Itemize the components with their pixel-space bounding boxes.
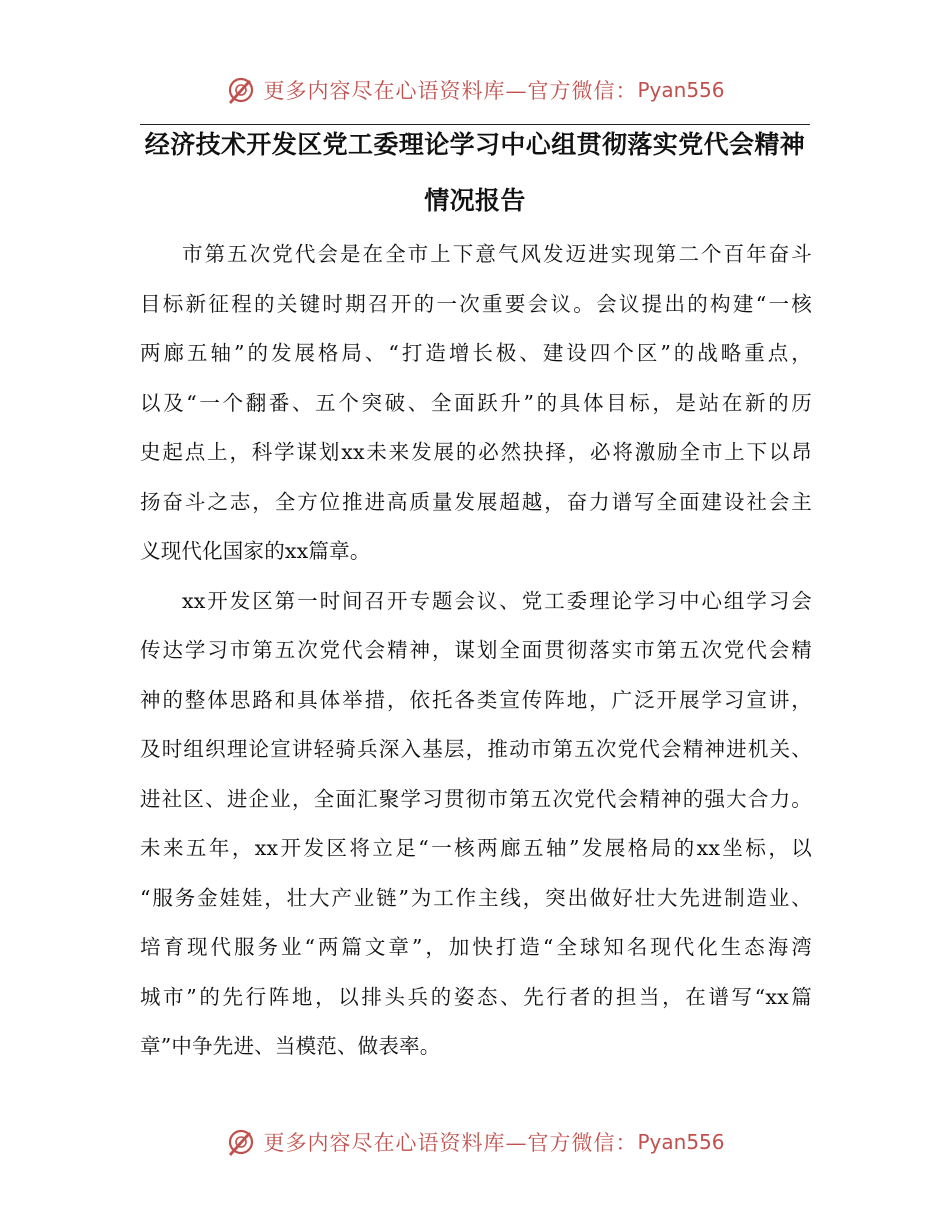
text-line: “服务金娃娃，壮大产业链”为工作主线，突出做好壮大先进制造业、 <box>140 885 812 910</box>
paragraph-2 <box>140 583 812 1078</box>
text-line: 及时组织理论宣讲轻骑兵深入基层，推动市第五次党代会精神进机关、 <box>140 737 812 761</box>
banner-wechat-id: Pyan556 <box>637 1130 725 1154</box>
text-line: 进社区、进企业，全面汇聚学习贯彻市第五次党代会精神的强大合力。 <box>140 786 812 811</box>
paragraph-1 <box>140 236 812 583</box>
header-rule <box>140 124 810 125</box>
text-line: 市第五次党代会是在全市上下意气风发迈进实现第二个百年奋斗 <box>182 242 812 266</box>
pen-logo-icon <box>225 1126 257 1158</box>
document-body <box>140 236 812 1078</box>
text-line: 神的整体思路和具体举措，依托各类宣传阵地，广泛开展学习宣讲， <box>140 687 812 712</box>
banner-text: 更多内容尽在心语资料库—官方微信： <box>263 1131 638 1155</box>
text-line: 目标新征程的关键时期召开的一次重要会议。会议提出的构建“一核 <box>140 291 812 316</box>
text-line: 两廊五轴”的发展格局、“打造增长极、建设四个区”的战略重点， <box>140 341 812 365</box>
document-title-line-2: 情况报告 <box>424 186 526 215</box>
document-title-line-1: 经济技术开发区党工委理论学习中心组贯彻落实党代会精神 <box>144 130 806 159</box>
banner-text: 更多内容尽在心语资料库—官方微信： <box>263 79 638 103</box>
text-line: 培育现代服务业“两篇文章”，加快打造“全球知名现代化生态海湾 <box>140 935 812 959</box>
banner-wechat-id: Pyan556 <box>637 78 725 102</box>
text-line: xx开发区第一时间召开专题会议、党工委理论学习中心组学习会 <box>182 588 812 613</box>
pen-logo-icon <box>225 74 257 106</box>
text-line: 未来五年，xx开发区将立足“一核两廊五轴”发展格局的xx坐标，以 <box>140 836 812 860</box>
text-line: 扬奋斗之志，全方位推进高质量发展超越，奋力谱写全面建设社会主 <box>140 489 812 514</box>
text-line: 城市”的先行阵地，以排头兵的姿态、先行者的担当，在谱写“xx篇 <box>140 984 813 1009</box>
text-line: 义现代化国家的xx篇章。 <box>140 539 371 563</box>
text-line: 传达学习市第五次党代会精神，谋划全面贯彻落实市第五次党代会精 <box>140 638 812 662</box>
text-line: 史起点上，科学谋划xx未来发展的必然抉择，必将激励全市上下以昂 <box>140 440 812 464</box>
text-line: 章”中争先进、当模范、做表率。 <box>140 1034 441 1058</box>
text-line: 以及“一个翻番、五个突破、全面跃升”的具体目标，是站在新的历 <box>140 390 812 415</box>
header-banner <box>0 70 950 110</box>
footer-banner <box>0 1122 950 1162</box>
